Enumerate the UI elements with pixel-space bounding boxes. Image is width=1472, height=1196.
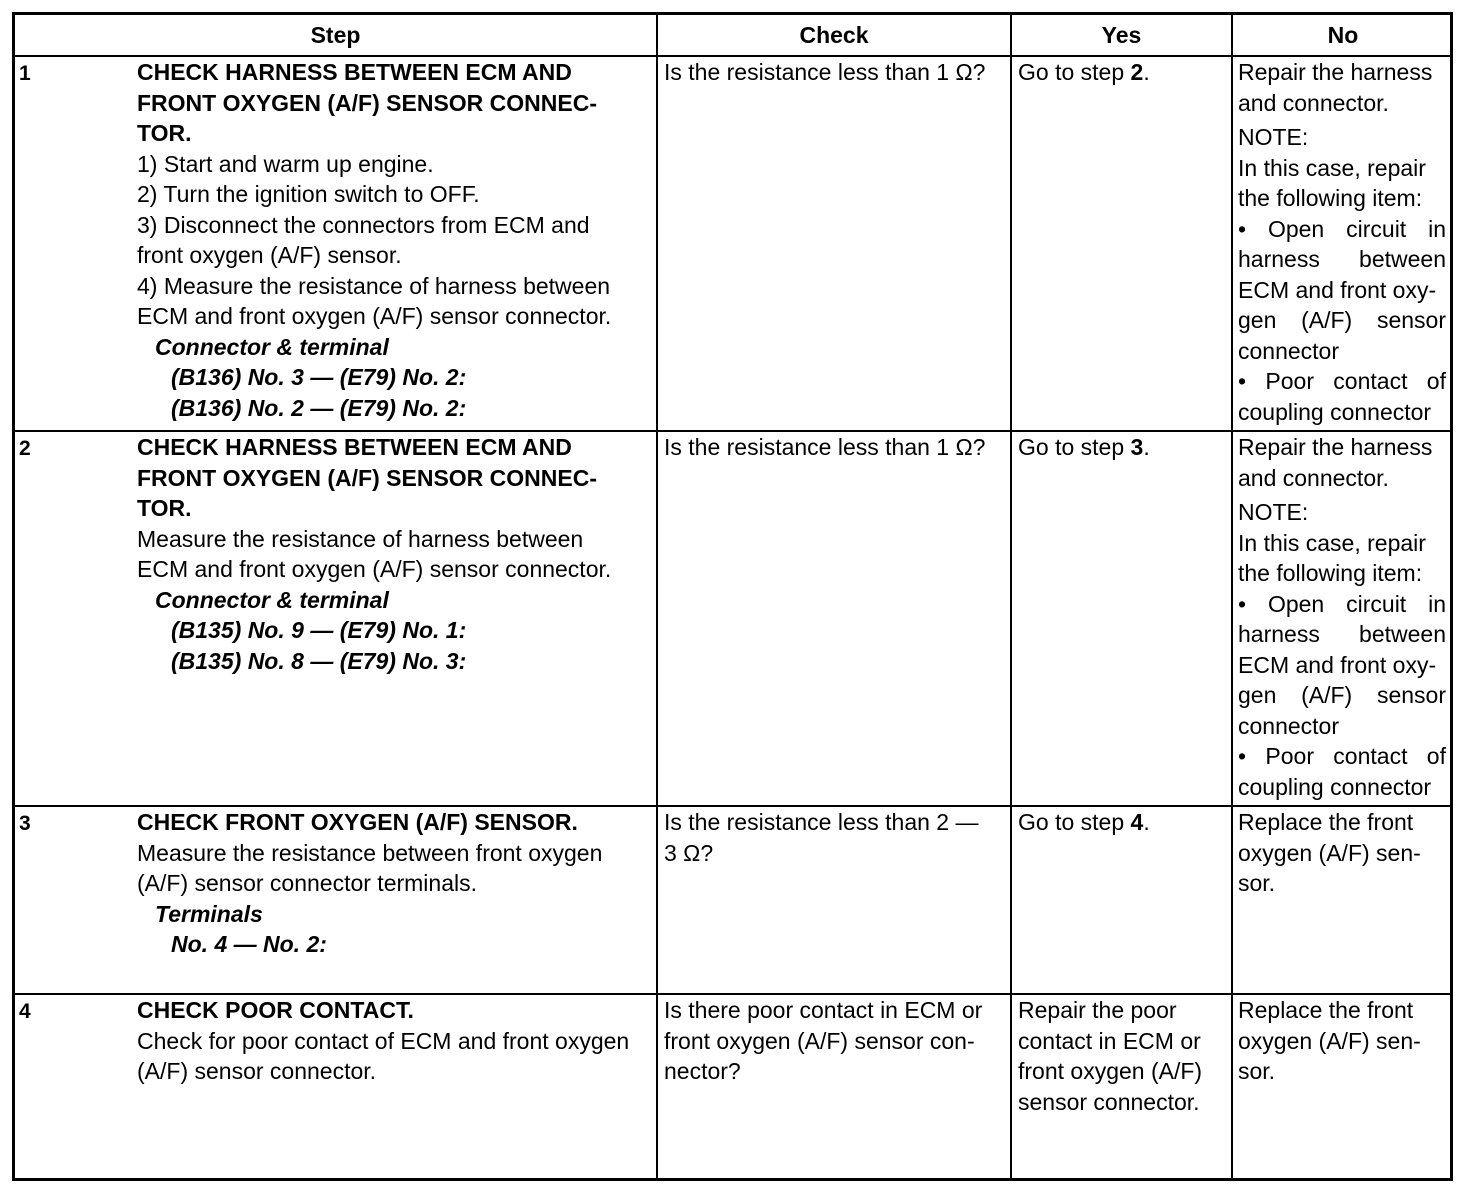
- note-line: In this case, repair: [1238, 529, 1426, 556]
- note-line: • Poor contact of: [1238, 743, 1446, 769]
- note-line: the following item:: [1238, 185, 1423, 211]
- note-label: NOTE:: [1238, 124, 1309, 150]
- no-line: Repair the harness: [1238, 434, 1433, 460]
- spec-label: Terminals: [155, 900, 263, 927]
- no-line: Replace the front: [1238, 809, 1414, 835]
- yes-text: .: [1143, 434, 1150, 460]
- no-line: Repair the harness: [1238, 59, 1433, 85]
- note-line: gen (A/F) sensor: [1238, 682, 1446, 708]
- yes-text: Go to step: [1018, 59, 1131, 85]
- step-body-line: Measure the resistance between front oxygen: [137, 839, 603, 866]
- step-title-line: CHECK POOR CONTACT.: [137, 997, 414, 1023]
- note-line: In this case, repair: [1238, 154, 1426, 181]
- yes-text: Go to step: [1018, 809, 1131, 835]
- note-line: connector: [1238, 712, 1340, 739]
- spec-label: Connector & terminal: [155, 333, 389, 360]
- note-line: harness between: [1238, 621, 1446, 647]
- yes-step-number: 2: [1130, 59, 1144, 85]
- step-body-line: 1) Start and warm up engine.: [137, 150, 434, 177]
- step-content: [137, 995, 652, 1087]
- no-line: sor.: [1238, 870, 1276, 896]
- yes-step-number: 4: [1130, 809, 1144, 835]
- step-body-line: 3) Disconnect the connectors from ECM and: [137, 211, 590, 238]
- note-line: • Open circuit in: [1238, 590, 1446, 617]
- no-line: and connector.: [1238, 464, 1389, 491]
- step-content: [137, 57, 652, 423]
- step-title-line: CHECK HARNESS BETWEEN ECM AND: [137, 434, 572, 460]
- header-no: No: [1327, 21, 1359, 48]
- step-body-line: ECM and front oxygen (A/F) sensor connector.: [137, 303, 612, 329]
- spec-label: Connector & terminal: [155, 586, 389, 613]
- step-title-line: CHECK HARNESS BETWEEN ECM AND: [137, 59, 572, 85]
- no-line: oxygen (A/F) sen-: [1238, 839, 1421, 866]
- check-line: Is the resistance less than 2 —: [664, 809, 979, 835]
- check-question: [664, 995, 1009, 1087]
- step-body-line: 2) Turn the ignition switch to OFF.: [137, 181, 480, 207]
- check-question: [664, 57, 1009, 88]
- yes-text: .: [1143, 809, 1150, 835]
- note-line: gen (A/F) sensor: [1238, 307, 1446, 333]
- spec-line: No. 4 — No. 2:: [171, 931, 327, 957]
- step-body-line: Measure the resistance of harness between: [137, 525, 584, 552]
- step-title-line: TOR.: [137, 495, 192, 521]
- step-content: [137, 807, 652, 960]
- yes-action: [1018, 807, 1228, 838]
- check-line: Is the resistance less than 1 Ω?: [664, 434, 986, 460]
- spec-line: (B136) No. 2 — (E79) No. 2:: [171, 394, 467, 421]
- yes-line: contact in ECM or: [1018, 1027, 1201, 1054]
- step-number: 3: [19, 812, 31, 835]
- column-divider: [1010, 15, 1012, 1178]
- step-title-line: CHECK FRONT OXYGEN (A/F) SENSOR.: [137, 809, 578, 835]
- no-line: and connector.: [1238, 89, 1389, 116]
- note-line: harness between: [1238, 246, 1446, 272]
- note-line: • Poor contact of: [1238, 368, 1446, 394]
- check-line: nector?: [664, 1058, 741, 1084]
- spec-line: (B136) No. 3 — (E79) No. 2:: [171, 364, 467, 390]
- note-line: coupling connector: [1238, 773, 1432, 800]
- step-body-line: ECM and front oxygen (A/F) sensor connector.: [137, 556, 612, 582]
- step-body-line: (A/F) sensor connector terminals.: [137, 870, 478, 896]
- no-action: [1238, 432, 1446, 802]
- diagnostic-table: [12, 12, 1453, 1181]
- yes-line: front oxygen (A/F): [1018, 1058, 1203, 1084]
- no-action: [1238, 807, 1446, 899]
- note-line: connector: [1238, 337, 1340, 364]
- note-line: ECM and front oxy-: [1238, 651, 1437, 678]
- step-number: 1: [19, 62, 31, 85]
- no-line: Replace the front: [1238, 997, 1414, 1023]
- step-body-line: (A/F) sensor connector.: [137, 1058, 377, 1084]
- step-body-line: front oxygen (A/F) sensor.: [137, 242, 402, 268]
- note-line: coupling connector: [1238, 398, 1432, 425]
- check-line: Is the resistance less than 1 Ω?: [664, 59, 986, 85]
- no-line: sor.: [1238, 1058, 1276, 1084]
- step-title-line: TOR.: [137, 120, 192, 146]
- yes-action: [1018, 432, 1228, 463]
- no-line: oxygen (A/F) sen-: [1238, 1027, 1421, 1054]
- column-divider: [1231, 15, 1233, 1178]
- yes-text: Go to step: [1018, 434, 1131, 460]
- step-number: 4: [19, 1000, 31, 1023]
- no-action: [1238, 995, 1446, 1087]
- yes-text: .: [1143, 59, 1150, 85]
- column-divider: [656, 15, 658, 1178]
- yes-action: [1018, 995, 1228, 1117]
- step-body-line: 4) Measure the resistance of harness between: [137, 272, 611, 299]
- header-check: Check: [799, 21, 869, 48]
- spec-line: (B135) No. 8 — (E79) No. 3:: [171, 647, 467, 674]
- yes-line: sensor connector.: [1018, 1088, 1200, 1115]
- note-line: • Open circuit in: [1238, 215, 1446, 242]
- step-number: 2: [19, 437, 31, 460]
- no-action: [1238, 57, 1446, 427]
- spec-line: (B135) No. 9 — (E79) No. 1:: [171, 617, 467, 643]
- check-line: 3 Ω?: [664, 839, 714, 866]
- step-title-line: FRONT OXYGEN (A/F) SENSOR CONNEC-: [137, 464, 598, 491]
- note-line: ECM and front oxy-: [1238, 276, 1437, 303]
- note-label: NOTE:: [1238, 499, 1309, 525]
- step-title-line: FRONT OXYGEN (A/F) SENSOR CONNEC-: [137, 89, 598, 116]
- header-yes: Yes: [1101, 21, 1142, 48]
- yes-action: [1018, 57, 1228, 88]
- check-line: front oxygen (A/F) sensor con-: [664, 1027, 975, 1054]
- yes-step-number: 3: [1130, 434, 1144, 460]
- check-question: [664, 432, 1009, 463]
- check-line: Is there poor contact in ECM or: [664, 997, 983, 1023]
- step-content: [137, 432, 652, 676]
- check-question: [664, 807, 1009, 868]
- yes-line: Repair the poor: [1018, 997, 1177, 1023]
- note-line: the following item:: [1238, 560, 1423, 586]
- header-step: Step: [310, 21, 361, 48]
- step-body-line: Check for poor contact of ECM and front oxygen: [137, 1027, 630, 1054]
